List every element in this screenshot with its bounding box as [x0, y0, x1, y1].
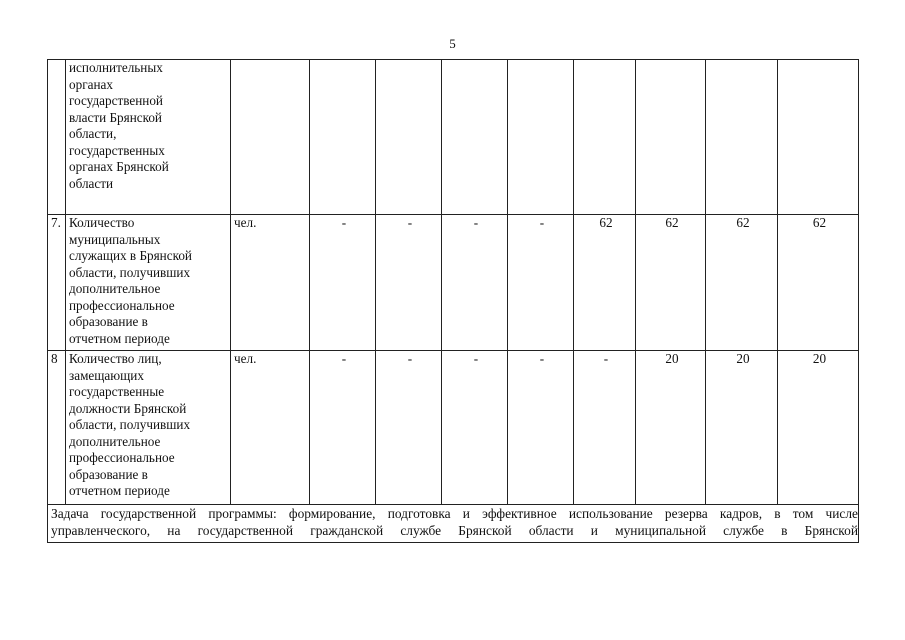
- row-number: 7.: [48, 215, 66, 351]
- indicator-name-line: муниципальных: [69, 231, 161, 247]
- row-number: 8: [48, 351, 66, 505]
- indicator-name-line: образование в: [69, 314, 148, 329]
- value-cell: 62: [636, 215, 706, 351]
- indicator-name-line: области: [69, 175, 114, 191]
- value-cell: [310, 60, 376, 215]
- value-cell: [636, 60, 706, 215]
- indicator-name-line: отчетном периоде: [69, 330, 170, 346]
- value-cell: 62: [574, 215, 636, 351]
- indicator-name: [66, 215, 231, 351]
- indicator-name-line: Количество: [69, 215, 135, 230]
- unit-cell: чел.: [231, 215, 310, 351]
- indicator-name-line: органах Брянской: [69, 159, 169, 174]
- indicator-name: [66, 60, 231, 215]
- indicator-name-line: Количество лиц,: [69, 351, 162, 366]
- indicator-name-line: дополнительное: [69, 433, 161, 449]
- indicator-name-line: отчетном периоде: [69, 483, 170, 498]
- value-cell: -: [574, 351, 636, 505]
- value-cell: -: [442, 215, 508, 351]
- indicator-name-line: государственных: [69, 142, 165, 158]
- value-cell: 62: [706, 215, 778, 351]
- value-cell: 20: [778, 351, 859, 505]
- value-cell: 62: [778, 215, 859, 351]
- value-cell: [376, 60, 442, 215]
- value-cell: -: [508, 351, 574, 505]
- value-cell: -: [310, 215, 376, 351]
- indicator-name-line: государственной: [69, 93, 163, 108]
- table-row: [48, 60, 859, 215]
- task-row: [48, 505, 859, 543]
- value-cell: 20: [636, 351, 706, 505]
- indicator-name-line: органах: [69, 76, 113, 92]
- value-cell: -: [376, 215, 442, 351]
- indicator-name-line: служащих в Брянской: [69, 248, 192, 263]
- row-number: [48, 60, 66, 215]
- value-cell: -: [442, 351, 508, 505]
- unit-cell: чел.: [231, 351, 310, 505]
- indicator-name-line: профессиональное: [69, 450, 175, 465]
- page-number: 5: [449, 36, 456, 51]
- table-row: [48, 215, 859, 351]
- task-line: Задача государственной программы: формирование, подготовка и эффективное использование резерва кадров, в том числе: [51, 506, 858, 521]
- unit-cell: [231, 60, 310, 215]
- value-cell: -: [310, 351, 376, 505]
- task-line: управленческого, на государственной гражданской службе Брянской области и муниципальной службе в Брянской: [51, 523, 858, 538]
- indicator-name-line: области, получивших: [69, 417, 191, 432]
- indicator-name-line: образование в: [69, 466, 148, 482]
- value-cell: -: [376, 351, 442, 505]
- indicator-name-line: профессиональное: [69, 297, 175, 313]
- indicator-name-line: замещающих: [69, 367, 144, 383]
- indicator-name-line: области, получивших: [69, 264, 191, 280]
- task-description: [48, 505, 859, 543]
- indicator-name-line: области,: [69, 126, 117, 141]
- value-cell: [574, 60, 636, 215]
- indicator-name: [66, 351, 231, 505]
- indicator-name-line: дополнительное: [69, 281, 161, 296]
- indicator-name-line: должности Брянской: [69, 400, 187, 416]
- indicator-name-line: исполнительных: [69, 60, 163, 75]
- table-row: [48, 351, 859, 505]
- indicator-name-line: власти Брянской: [69, 109, 162, 125]
- value-cell: [508, 60, 574, 215]
- value-cell: [442, 60, 508, 215]
- value-cell: 20: [706, 351, 778, 505]
- indicator-name-line: государственные: [69, 384, 165, 399]
- value-cell: -: [508, 215, 574, 351]
- indicators-table: [47, 59, 859, 543]
- value-cell: [706, 60, 778, 215]
- value-cell: [778, 60, 859, 215]
